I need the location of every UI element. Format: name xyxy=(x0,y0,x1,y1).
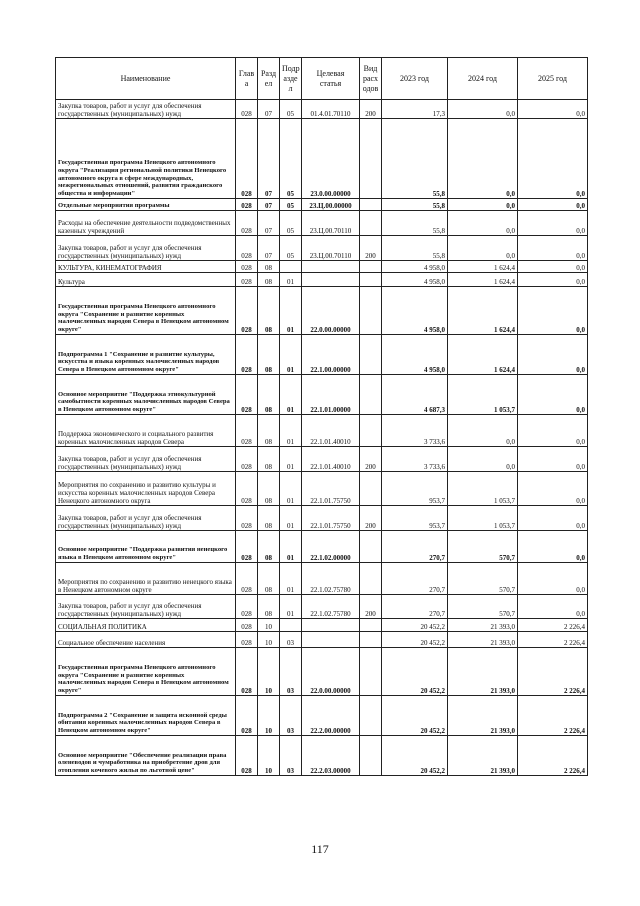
row-target xyxy=(302,632,360,648)
row-2023: 4 958,0 xyxy=(382,273,448,287)
row-vid: 200 xyxy=(360,447,382,472)
row-podrazdel: 01 xyxy=(280,531,302,563)
row-target: 22.1.00.00000 xyxy=(302,335,360,375)
row-2025: 0,0 xyxy=(518,100,588,119)
row-target: 22.1.02.75780 xyxy=(302,595,360,619)
row-2024: 21 393,0 xyxy=(448,696,518,736)
row-2025: 0,0 xyxy=(518,472,588,506)
row-2024: 1 053,7 xyxy=(448,506,518,531)
row-razdel: 08 xyxy=(258,375,280,415)
row-2025: 0,0 xyxy=(518,119,588,199)
row-razdel: 07 xyxy=(258,236,280,261)
row-2024: 21 393,0 xyxy=(448,736,518,776)
row-target: 22.1.01.00000 xyxy=(302,375,360,415)
row-razdel: 08 xyxy=(258,287,280,335)
table-row xyxy=(56,199,588,211)
row-podrazdel xyxy=(280,619,302,632)
table-row xyxy=(56,648,588,696)
row-name: Государственная программа Ненецкого автономного округа "Сохранение и развитие коренных малочисленных народов Севера в Ненецком автономном округе" xyxy=(56,287,236,335)
row-target: 22.2.03.00000 xyxy=(302,736,360,776)
row-glava: 028 xyxy=(236,211,258,236)
row-2024: 1 624,4 xyxy=(448,335,518,375)
row-podrazdel: 03 xyxy=(280,736,302,776)
row-razdel: 10 xyxy=(258,648,280,696)
table-row xyxy=(56,261,588,273)
row-2025: 2 226,4 xyxy=(518,632,588,648)
row-name: Государственная программа Ненецкого автономного округа "Реализация региональной политики Ненецкого автономного округа в сфере международных, межрегиональных отношений, развития гражданского общества и информации" xyxy=(56,119,236,199)
row-2025: 0,0 xyxy=(518,335,588,375)
row-name: Подпрограмма 1 "Сохранение и развитие культуры, искусства и языка коренных малочисленных народов Севера в Ненецком автономном округе" xyxy=(56,335,236,375)
table-row xyxy=(56,211,588,236)
row-razdel: 08 xyxy=(258,261,280,273)
row-name: Закупка товаров, работ и услуг для обеспечения государственных (муниципальных) нужд xyxy=(56,236,236,261)
row-glava: 028 xyxy=(236,531,258,563)
row-2024: 1 053,7 xyxy=(448,472,518,506)
row-target: 22.0.00.00000 xyxy=(302,287,360,335)
row-vid xyxy=(360,119,382,199)
row-name: Отдельные мероприятия программы xyxy=(56,199,236,211)
row-glava: 028 xyxy=(236,632,258,648)
row-2023: 3 733,6 xyxy=(382,415,448,447)
row-target: 22.1.01.40010 xyxy=(302,415,360,447)
header-2025: 2025 год xyxy=(518,58,588,100)
row-vid xyxy=(360,211,382,236)
row-vid xyxy=(360,619,382,632)
row-glava: 028 xyxy=(236,119,258,199)
row-name: Мероприятия по сохранению и развитию ненецкого языка в Ненецком автономном округе xyxy=(56,563,236,595)
row-2024: 21 393,0 xyxy=(448,632,518,648)
row-name: Социальное обеспечение населения xyxy=(56,632,236,648)
table-row xyxy=(56,375,588,415)
row-vid xyxy=(360,632,382,648)
row-2025: 0,0 xyxy=(518,595,588,619)
row-vid xyxy=(360,472,382,506)
row-2024: 0,0 xyxy=(448,211,518,236)
row-2023: 4 958,0 xyxy=(382,287,448,335)
row-razdel: 08 xyxy=(258,506,280,531)
table-row xyxy=(56,273,588,287)
row-2024: 1 624,4 xyxy=(448,273,518,287)
header-name: Наименование xyxy=(56,58,236,100)
table-row xyxy=(56,595,588,619)
row-glava: 028 xyxy=(236,100,258,119)
row-podrazdel: 05 xyxy=(280,119,302,199)
row-2023: 20 452,2 xyxy=(382,619,448,632)
row-target xyxy=(302,273,360,287)
header-2023: 2023 год xyxy=(382,58,448,100)
table-row xyxy=(56,472,588,506)
row-podrazdel: 05 xyxy=(280,100,302,119)
row-2024: 570,7 xyxy=(448,595,518,619)
row-2024: 0,0 xyxy=(448,119,518,199)
row-vid xyxy=(360,415,382,447)
row-2023: 20 452,2 xyxy=(382,648,448,696)
row-podrazdel: 01 xyxy=(280,375,302,415)
row-2025: 2 226,4 xyxy=(518,696,588,736)
row-name: Основное мероприятие "Поддержка этнокультурной самобытности коренных малочисленных народов Севера в Ненецком автономном округе" xyxy=(56,375,236,415)
page-number: 117 xyxy=(311,842,329,856)
row-2025: 0,0 xyxy=(518,236,588,261)
header-razdel: Разд ел xyxy=(258,58,280,100)
row-2023: 55,8 xyxy=(382,211,448,236)
row-2024: 0,0 xyxy=(448,415,518,447)
row-podrazdel: 01 xyxy=(280,595,302,619)
row-target: 22.1.02.00000 xyxy=(302,531,360,563)
row-2023: 3 733,6 xyxy=(382,447,448,472)
header-target: Целевая статья xyxy=(302,58,360,100)
table-row xyxy=(56,619,588,632)
row-podrazdel: 05 xyxy=(280,199,302,211)
row-2023: 270,7 xyxy=(382,563,448,595)
row-name: КУЛЬТУРА, КИНЕМАТОГРАФИЯ xyxy=(56,261,236,273)
row-glava: 028 xyxy=(236,447,258,472)
row-podrazdel: 01 xyxy=(280,506,302,531)
row-name: СОЦИАЛЬНАЯ ПОЛИТИКА xyxy=(56,619,236,632)
row-2023: 4 687,3 xyxy=(382,375,448,415)
row-2025: 0,0 xyxy=(518,199,588,211)
table-row xyxy=(56,287,588,335)
row-glava: 028 xyxy=(236,335,258,375)
row-2024: 0,0 xyxy=(448,236,518,261)
row-vid: 200 xyxy=(360,595,382,619)
table-row xyxy=(56,506,588,531)
row-2023: 20 452,2 xyxy=(382,736,448,776)
row-glava: 028 xyxy=(236,261,258,273)
row-target xyxy=(302,261,360,273)
row-glava: 028 xyxy=(236,563,258,595)
table-row xyxy=(56,119,588,199)
row-2025: 0,0 xyxy=(518,261,588,273)
row-glava: 028 xyxy=(236,506,258,531)
row-target: 23.Ц.00.70110 xyxy=(302,236,360,261)
row-vid: 200 xyxy=(360,236,382,261)
table-row xyxy=(56,632,588,648)
row-vid xyxy=(360,287,382,335)
row-2025: 2 226,4 xyxy=(518,736,588,776)
row-razdel: 08 xyxy=(258,472,280,506)
row-razdel: 08 xyxy=(258,531,280,563)
row-podrazdel: 05 xyxy=(280,211,302,236)
header-vid: Вид расх одов xyxy=(360,58,382,100)
row-razdel: 10 xyxy=(258,736,280,776)
row-glava: 028 xyxy=(236,287,258,335)
row-2024: 570,7 xyxy=(448,563,518,595)
row-2025: 2 226,4 xyxy=(518,648,588,696)
row-glava: 028 xyxy=(236,736,258,776)
row-2024: 1 053,7 xyxy=(448,375,518,415)
row-razdel: 07 xyxy=(258,199,280,211)
row-name: Закупка товаров, работ и услуг для обеспечения государственных (муниципальных) нужд xyxy=(56,595,236,619)
row-vid xyxy=(360,273,382,287)
row-razdel: 10 xyxy=(258,619,280,632)
table-row xyxy=(56,447,588,472)
row-glava: 028 xyxy=(236,199,258,211)
row-2024: 0,0 xyxy=(448,447,518,472)
row-razdel: 08 xyxy=(258,415,280,447)
row-2025: 0,0 xyxy=(518,531,588,563)
row-2023: 953,7 xyxy=(382,472,448,506)
row-razdel: 07 xyxy=(258,211,280,236)
header-glava: Глав а xyxy=(236,58,258,100)
row-2023: 4 958,0 xyxy=(382,335,448,375)
row-name: Расходы на обеспечение деятельности подведомственных казенных учреждений xyxy=(56,211,236,236)
row-2023: 270,7 xyxy=(382,531,448,563)
budget-table xyxy=(55,57,588,776)
row-2023: 55,8 xyxy=(382,236,448,261)
row-2024: 1 624,4 xyxy=(448,287,518,335)
row-vid xyxy=(360,531,382,563)
table-row xyxy=(56,236,588,261)
row-podrazdel: 01 xyxy=(280,273,302,287)
row-vid: 200 xyxy=(360,506,382,531)
row-vid xyxy=(360,648,382,696)
row-target: 22.1.02.75780 xyxy=(302,563,360,595)
row-vid xyxy=(360,736,382,776)
row-2023: 55,8 xyxy=(382,119,448,199)
row-vid xyxy=(360,261,382,273)
header-podrazdel: Подр азде л xyxy=(280,58,302,100)
row-razdel: 08 xyxy=(258,595,280,619)
row-podrazdel: 03 xyxy=(280,696,302,736)
row-target xyxy=(302,619,360,632)
table-body xyxy=(56,100,588,776)
row-glava: 028 xyxy=(236,472,258,506)
row-glava: 028 xyxy=(236,619,258,632)
row-vid xyxy=(360,696,382,736)
table-row xyxy=(56,696,588,736)
row-2024: 21 393,0 xyxy=(448,619,518,632)
row-podrazdel: 01 xyxy=(280,335,302,375)
row-2023: 953,7 xyxy=(382,506,448,531)
row-podrazdel: 01 xyxy=(280,415,302,447)
row-2025: 0,0 xyxy=(518,211,588,236)
row-2025: 0,0 xyxy=(518,447,588,472)
row-2025: 0,0 xyxy=(518,273,588,287)
row-target: 22.1.01.40010 xyxy=(302,447,360,472)
row-target: 22.1.01.75750 xyxy=(302,472,360,506)
table-row xyxy=(56,736,588,776)
row-vid xyxy=(360,199,382,211)
row-name: Мероприятия по сохранению и развитию культуры и искусства коренных малочисленных народов Севера Ненецкого автономного округа xyxy=(56,472,236,506)
row-glava: 028 xyxy=(236,273,258,287)
row-name: Культура xyxy=(56,273,236,287)
row-glava: 028 xyxy=(236,595,258,619)
row-2023: 4 958,0 xyxy=(382,261,448,273)
row-glava: 028 xyxy=(236,375,258,415)
table-row xyxy=(56,563,588,595)
row-target: 22.0.00.00000 xyxy=(302,648,360,696)
row-razdel: 07 xyxy=(258,100,280,119)
row-target: 22.1.01.75750 xyxy=(302,506,360,531)
row-name: Подпрограмма 2 "Сохранение и защита исконной среды обитания коренных малочисленных народов Севера в Ненецком автономном округе" xyxy=(56,696,236,736)
row-name: Основное мероприятие "Обеспечение реализации права оленеводов и чумработника на приобретение дров для отопления кочевого жилья по льготной цене" xyxy=(56,736,236,776)
row-podrazdel: 01 xyxy=(280,287,302,335)
row-target: 23.Ц.00.00000 xyxy=(302,199,360,211)
row-2024: 21 393,0 xyxy=(448,648,518,696)
row-target: 22.2.00.00000 xyxy=(302,696,360,736)
row-vid: 200 xyxy=(360,100,382,119)
row-vid xyxy=(360,563,382,595)
row-podrazdel: 05 xyxy=(280,236,302,261)
row-vid xyxy=(360,335,382,375)
header-2024: 2024 год xyxy=(448,58,518,100)
row-2025: 0,0 xyxy=(518,375,588,415)
table-row xyxy=(56,531,588,563)
row-2025: 2 226,4 xyxy=(518,619,588,632)
row-glava: 028 xyxy=(236,415,258,447)
row-2025: 0,0 xyxy=(518,415,588,447)
row-2023: 20 452,2 xyxy=(382,632,448,648)
row-podrazdel: 01 xyxy=(280,472,302,506)
row-razdel: 08 xyxy=(258,563,280,595)
row-razdel: 08 xyxy=(258,447,280,472)
row-vid xyxy=(360,375,382,415)
row-2024: 0,0 xyxy=(448,100,518,119)
row-razdel: 10 xyxy=(258,632,280,648)
row-razdel: 07 xyxy=(258,119,280,199)
header-row xyxy=(56,58,588,100)
table-row xyxy=(56,100,588,119)
row-podrazdel: 03 xyxy=(280,648,302,696)
row-name: Закупка товаров, работ и услуг для обеспечения государственных (муниципальных) нужд xyxy=(56,100,236,119)
row-razdel: 08 xyxy=(258,335,280,375)
table-row xyxy=(56,415,588,447)
row-2025: 0,0 xyxy=(518,287,588,335)
row-razdel: 10 xyxy=(258,696,280,736)
row-name: Государственная программа Ненецкого автономного округа "Сохранение и развитие коренных малочисленных народов Севера в Ненецком автономном округе" xyxy=(56,648,236,696)
row-razdel: 08 xyxy=(258,273,280,287)
row-target: 01.4.01.70110 xyxy=(302,100,360,119)
row-2025: 0,0 xyxy=(518,563,588,595)
row-2024: 1 624,4 xyxy=(448,261,518,273)
row-target: 23.Ц.00.70110 xyxy=(302,211,360,236)
row-podrazdel xyxy=(280,261,302,273)
row-glava: 028 xyxy=(236,696,258,736)
row-2023: 270,7 xyxy=(382,595,448,619)
row-name: Поддержка экономического и социального развития коренных малочисленных народов Севера xyxy=(56,415,236,447)
row-2024: 0,0 xyxy=(448,199,518,211)
row-2023: 20 452,2 xyxy=(382,696,448,736)
row-2025: 0,0 xyxy=(518,506,588,531)
row-podrazdel: 03 xyxy=(280,632,302,648)
row-podrazdel: 01 xyxy=(280,563,302,595)
table-row xyxy=(56,335,588,375)
row-2023: 17,3 xyxy=(382,100,448,119)
row-2024: 570,7 xyxy=(448,531,518,563)
row-glava: 028 xyxy=(236,236,258,261)
row-target: 23.0.00.00000 xyxy=(302,119,360,199)
row-name: Закупка товаров, работ и услуг для обеспечения государственных (муниципальных) нужд xyxy=(56,506,236,531)
row-name: Основное мероприятие "Поддержка развития ненецкого языка в Ненецком автономном округе" xyxy=(56,531,236,563)
row-name: Закупка товаров, работ и услуг для обеспечения государственных (муниципальных) нужд xyxy=(56,447,236,472)
row-glava: 028 xyxy=(236,648,258,696)
row-2023: 55,8 xyxy=(382,199,448,211)
row-podrazdel: 01 xyxy=(280,447,302,472)
